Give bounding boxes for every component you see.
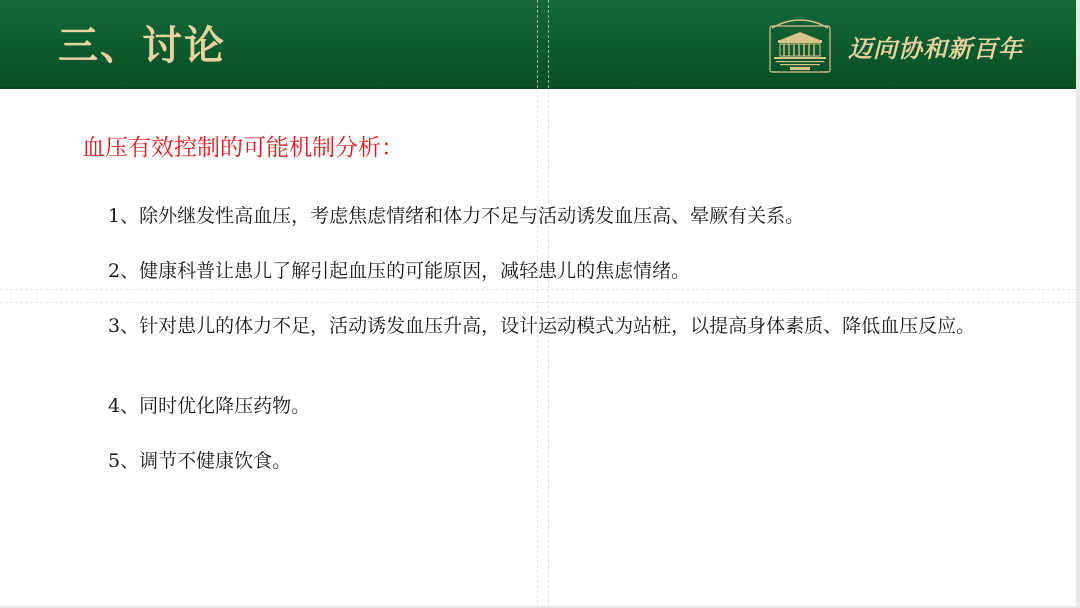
list-item: 5、调节不健康饮食。	[108, 450, 292, 472]
list-item: 4、同时优化降压药物。	[108, 395, 311, 417]
guide-line-horizontal	[0, 289, 1080, 290]
header-bar	[0, 0, 1080, 89]
guide-line-horizontal	[0, 302, 1080, 303]
hospital-logo-icon	[766, 14, 834, 74]
slide-title: 三、讨论	[58, 22, 226, 69]
list-item: 1、除外继发性高血压，考虑焦虑情绪和体力不足与活动诱发血压高、晕厥有关系。	[108, 205, 805, 227]
guide-line-vertical	[548, 0, 549, 608]
list-item: 2、健康科普让患儿了解引起血压的可能原因，减轻患儿的焦虑情绪。	[108, 260, 691, 282]
list-item: 3、针对患儿的体力不足，活动诱发血压升高，设计运动模式为站桩，以提高身体素质、降低血压反应。	[108, 315, 976, 337]
slide-right-edge	[1076, 0, 1080, 608]
hospital-building-icon	[766, 14, 834, 74]
subheading: 血压有效控制的可能机制分析：	[82, 135, 404, 161]
guide-line-vertical	[537, 0, 538, 608]
slogan: 迈向协和新百年	[848, 34, 1023, 63]
